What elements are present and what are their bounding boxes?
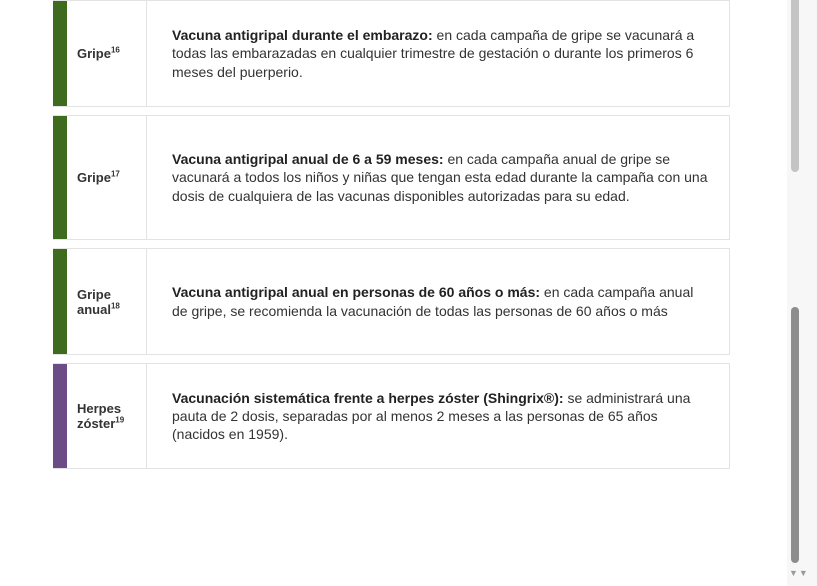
footnote-ref-18[interactable]: 18 [110,301,120,311]
table-row [53,115,730,240]
row-description [147,364,729,468]
table-row [53,0,730,107]
category-color-stripe [53,116,67,239]
scroll-down-arrows-icon[interactable]: ▼▼ [789,568,809,578]
category-label-line: zóster [77,416,116,431]
category-color-stripe [53,1,67,106]
category-label [67,364,147,468]
table-row [53,363,730,469]
row-heading: Vacuna antigripal anual de 6 a 59 meses: [172,151,444,168]
row-text: en cada campaña de gripe se vacunará a todas las embarazadas en cualquier trimestre de gestación o durante los primeros 6 meses del puerperio. [172,27,695,80]
vertical-scrollbar[interactable] [787,0,817,586]
scrollbar-thumb[interactable] [791,307,799,563]
row-text: en cada campaña anual de gripe se vacunará a todos los niños y niñas que tengan esta edad durante la campaña con una dosis de cualquiera de las vacunas disponibles autorizadas para su edad. [172,151,708,204]
category-color-stripe [53,364,67,468]
table-row [53,248,730,355]
row-heading: Vacuna antigripal anual en personas de 60 años o más: [172,284,541,301]
footnote-ref-16[interactable]: 16 [110,45,120,55]
category-label [67,116,147,239]
footnote-ref-17[interactable]: 17 [110,169,120,179]
category-label-line: Gripe [77,170,111,185]
row-heading: Vacuna antigripal durante el embarazo: [172,27,433,44]
row-description [147,1,729,106]
category-label-line: Gripe [77,286,111,302]
row-text: se administrará una pauta de 2 dosis, separadas por al menos 2 meses a las personas de 65 años (nacidos en 1959). [172,389,691,443]
category-color-stripe [53,249,67,354]
category-label-line: Gripe [77,46,111,61]
category-label [67,1,147,106]
category-label-line: Herpes [77,401,122,416]
row-description [147,249,729,354]
category-label-line: anual [77,301,111,317]
row-heading: Vacunación sistemática frente a herpes zóster (Shingrix®): [172,389,564,406]
row-text: en cada campaña anual de gripe, se recomienda la vacunación de todas las personas de 60 años o más [172,284,694,319]
category-label [67,249,147,354]
row-description [147,116,729,239]
scrollbar-track-segment [791,0,799,172]
footnote-ref-19[interactable]: 19 [115,415,125,425]
